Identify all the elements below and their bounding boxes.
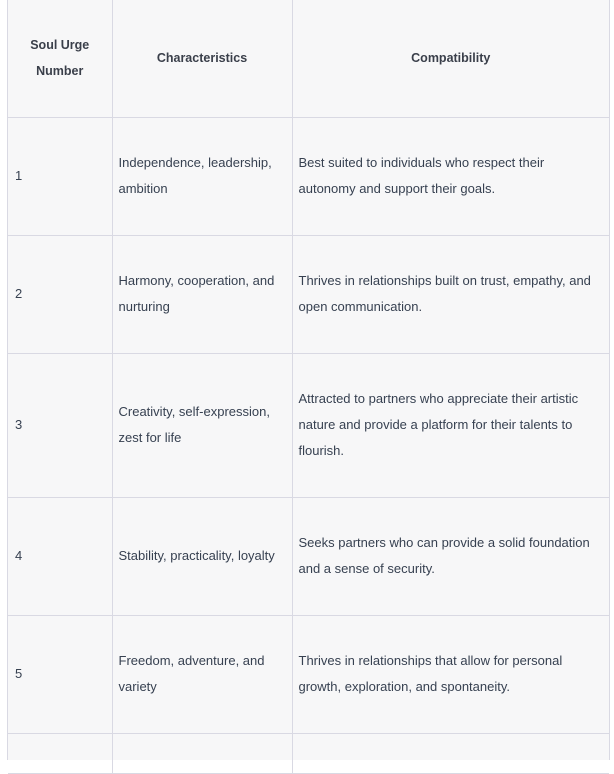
- row-characteristics: Stability, practicality, loyalty: [112, 497, 292, 615]
- row-characteristics: [112, 733, 292, 773]
- row-compatibility: Attracted to partners who appreciate their artistic nature and provide a platform for their talents to flourish.: [292, 353, 609, 497]
- row-number: 2: [8, 235, 112, 353]
- row-number: 3: [8, 353, 112, 497]
- row-characteristics: Creativity, self-expression, zest for life: [112, 353, 292, 497]
- table-row: [8, 353, 609, 497]
- table-header-row: [8, 0, 609, 117]
- table-row-partial: [8, 733, 609, 773]
- row-number: 5: [8, 615, 112, 733]
- row-number: [8, 733, 112, 773]
- row-number: 4: [8, 497, 112, 615]
- table-row: [8, 235, 609, 353]
- row-compatibility: Thrives in relationships built on trust, empathy, and open communication.: [292, 235, 609, 353]
- table-row: [8, 615, 609, 733]
- row-number: 1: [8, 117, 112, 235]
- row-compatibility: Thrives in relationships that allow for personal growth, exploration, and spontaneity.: [292, 615, 609, 733]
- soul-urge-table-container: [7, 0, 610, 760]
- row-compatibility: Best suited to individuals who respect their autonomy and support their goals.: [292, 117, 609, 235]
- row-compatibility: [292, 733, 609, 773]
- soul-urge-table: [8, 0, 609, 774]
- table-row: [8, 497, 609, 615]
- row-compatibility: Seeks partners who can provide a solid foundation and a sense of security.: [292, 497, 609, 615]
- row-characteristics: Freedom, adventure, and variety: [112, 615, 292, 733]
- row-characteristics: Independence, leadership, ambition: [112, 117, 292, 235]
- header-characteristics: Characteristics: [112, 0, 292, 117]
- row-characteristics: Harmony, cooperation, and nurturing: [112, 235, 292, 353]
- header-soul-urge-number: Soul Urge Number: [8, 0, 112, 117]
- header-compatibility: Compatibility: [292, 0, 609, 117]
- table-row: [8, 117, 609, 235]
